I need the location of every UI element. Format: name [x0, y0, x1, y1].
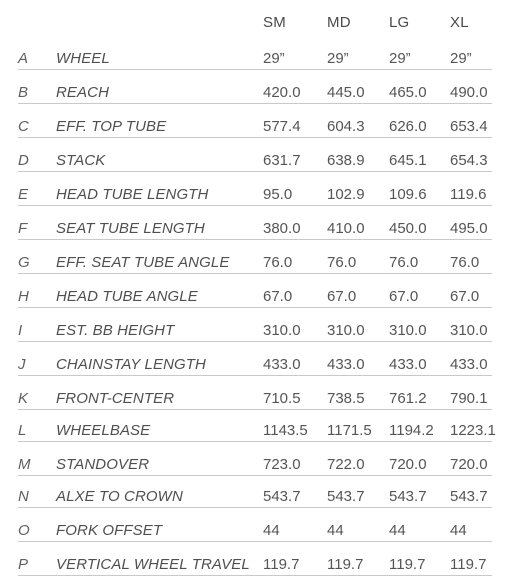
table-row [0, 480, 518, 514]
value-lg: 543.7 [389, 488, 427, 505]
value-md: 543.7 [327, 488, 365, 505]
row-label: FORK OFFSET [56, 522, 163, 539]
value-sm: 710.5 [263, 390, 301, 407]
value-md: 604.3 [327, 118, 365, 135]
row-label: WHEELBASE [56, 422, 151, 439]
row-divider [18, 239, 492, 240]
value-md: 410.0 [327, 220, 365, 237]
table-row [0, 382, 518, 416]
value-xl: 29” [450, 50, 472, 67]
row-code: G [18, 254, 30, 271]
value-xl: 720.0 [450, 456, 488, 473]
table-row [0, 314, 518, 348]
value-xl: 310.0 [450, 322, 488, 339]
row-divider [18, 475, 492, 476]
table-row [0, 348, 518, 382]
table-row [0, 144, 518, 178]
row-code: B [18, 84, 29, 101]
value-lg: 67.0 [389, 288, 419, 305]
row-code: H [18, 288, 29, 305]
row-divider [18, 541, 492, 542]
row-divider [18, 441, 492, 442]
row-label: STANDOVER [56, 456, 150, 473]
value-lg: 44 [389, 522, 406, 539]
row-code: D [18, 152, 29, 169]
value-sm: 631.7 [263, 152, 301, 169]
value-md: 638.9 [327, 152, 365, 169]
row-label: HEAD TUBE ANGLE [56, 288, 198, 305]
value-xl: 76.0 [450, 254, 480, 271]
value-lg: 76.0 [389, 254, 419, 271]
row-divider [18, 507, 492, 508]
value-md: 119.7 [327, 556, 364, 573]
value-lg: 1194.2 [389, 422, 434, 439]
value-lg: 29” [389, 50, 411, 67]
value-xl: 543.7 [450, 488, 488, 505]
size-header-md: MD [327, 14, 351, 31]
row-code: J [18, 356, 26, 373]
row-label: EFF. TOP TUBE [56, 118, 167, 135]
table-row [0, 548, 518, 582]
size-header-row [0, 14, 518, 36]
value-sm: 577.4 [263, 118, 301, 135]
table-row [0, 110, 518, 144]
row-divider [18, 409, 492, 410]
table-row [0, 448, 518, 482]
value-sm: 44 [263, 522, 280, 539]
value-md: 738.5 [327, 390, 365, 407]
table-row [0, 178, 518, 212]
row-code: L [18, 422, 27, 439]
value-md: 310.0 [327, 322, 365, 339]
table-row [0, 414, 518, 448]
value-xl: 44 [450, 522, 467, 539]
value-xl: 653.4 [450, 118, 488, 135]
value-sm: 67.0 [263, 288, 293, 305]
value-lg: 310.0 [389, 322, 427, 339]
value-lg: 720.0 [389, 456, 427, 473]
size-header-sm: SM [263, 14, 286, 31]
row-label: REACH [56, 84, 110, 101]
size-header-xl: XL [450, 14, 469, 31]
row-code: I [18, 322, 23, 339]
value-lg: 109.6 [389, 186, 427, 203]
row-code: K [18, 390, 29, 407]
row-divider [18, 375, 492, 376]
row-divider [18, 69, 492, 70]
value-sm: 380.0 [263, 220, 301, 237]
value-lg: 433.0 [389, 356, 427, 373]
value-md: 433.0 [327, 356, 365, 373]
value-lg: 645.1 [389, 152, 427, 169]
row-divider [18, 137, 492, 138]
row-divider [18, 341, 492, 342]
size-header-lg: LG [389, 14, 410, 31]
value-lg: 119.7 [389, 556, 426, 573]
row-divider [18, 307, 492, 308]
row-label: SEAT TUBE LENGTH [56, 220, 205, 237]
value-xl: 790.1 [450, 390, 488, 407]
value-sm: 29” [263, 50, 285, 67]
row-label: FRONT-CENTER [56, 390, 175, 407]
row-divider [18, 205, 492, 206]
value-sm: 119.7 [263, 556, 300, 573]
value-lg: 626.0 [389, 118, 427, 135]
value-sm: 1143.5 [263, 422, 308, 439]
value-xl: 119.6 [450, 186, 487, 203]
row-code: P [18, 556, 29, 573]
table-row [0, 246, 518, 280]
value-md: 445.0 [327, 84, 365, 101]
row-label: EST. BB HEIGHT [56, 322, 175, 339]
row-code: N [18, 488, 29, 505]
value-md: 67.0 [327, 288, 357, 305]
row-label: ALXE TO CROWN [56, 488, 183, 505]
row-divider [18, 171, 492, 172]
value-xl: 490.0 [450, 84, 488, 101]
row-label: HEAD TUBE LENGTH [56, 186, 209, 203]
table-row [0, 514, 518, 548]
row-divider [18, 103, 492, 104]
value-md: 76.0 [327, 254, 357, 271]
value-xl: 433.0 [450, 356, 488, 373]
value-sm: 76.0 [263, 254, 293, 271]
value-sm: 310.0 [263, 322, 301, 339]
row-code: O [18, 522, 30, 539]
row-label: CHAINSTAY LENGTH [56, 356, 206, 373]
value-xl: 654.3 [450, 152, 488, 169]
row-label: EFF. SEAT TUBE ANGLE [56, 254, 230, 271]
value-md: 44 [327, 522, 344, 539]
table-row [0, 280, 518, 314]
table-row [0, 76, 518, 110]
row-code: A [18, 50, 29, 67]
row-code: M [18, 456, 31, 473]
row-code: C [18, 118, 29, 135]
value-md: 102.9 [327, 186, 365, 203]
row-divider [18, 273, 492, 274]
value-lg: 761.2 [389, 390, 427, 407]
value-lg: 465.0 [389, 84, 427, 101]
value-xl: 1223.1 [450, 422, 496, 439]
row-label: STACK [56, 152, 106, 169]
row-divider [18, 575, 492, 576]
value-sm: 543.7 [263, 488, 301, 505]
row-label: WHEEL [56, 50, 110, 67]
value-md: 1171.5 [327, 422, 372, 439]
value-sm: 723.0 [263, 456, 301, 473]
value-xl: 495.0 [450, 220, 488, 237]
row-code: F [18, 220, 28, 237]
row-label: VERTICAL WHEEL TRAVEL [56, 556, 250, 573]
value-lg: 450.0 [389, 220, 427, 237]
table-row [0, 212, 518, 246]
table-row [0, 42, 518, 76]
row-code: E [18, 186, 29, 203]
value-md: 722.0 [327, 456, 365, 473]
value-sm: 433.0 [263, 356, 301, 373]
value-md: 29” [327, 50, 349, 67]
value-xl: 67.0 [450, 288, 480, 305]
value-sm: 95.0 [263, 186, 293, 203]
value-sm: 420.0 [263, 84, 301, 101]
value-xl: 119.7 [450, 556, 487, 573]
